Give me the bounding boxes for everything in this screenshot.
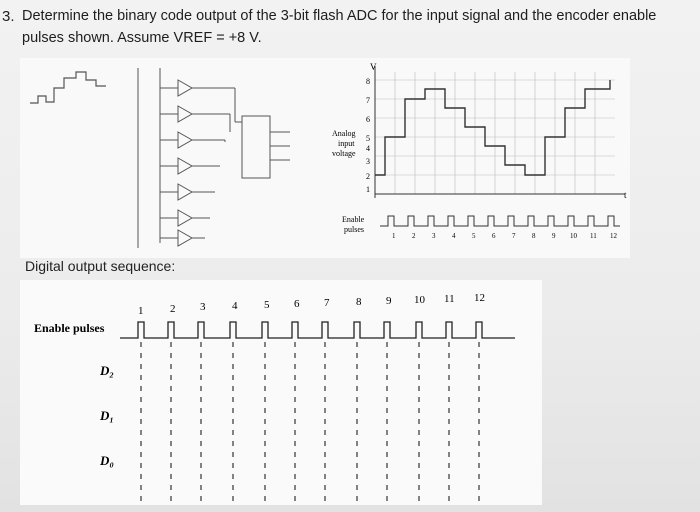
analog-label-3: voltage: [332, 149, 356, 158]
timing-guide-lines: [141, 342, 479, 502]
fig-pulse-11: 11: [590, 232, 597, 240]
row-d0-label: D₀: [100, 453, 114, 468]
row-d1-label: D₁: [100, 408, 114, 423]
out-pulse-12: 12: [474, 292, 485, 304]
out-pulse-9: 9: [386, 295, 392, 307]
input-signal-sketch: [30, 72, 106, 103]
out-pulse-11: 11: [444, 293, 455, 305]
out-pulse-7: 7: [324, 297, 330, 309]
fig-pulse-9: 9: [552, 232, 556, 240]
question-text-line2: pulses shown. Assume VREF = +8 V.: [22, 30, 262, 46]
fig-pulse-3: 3: [432, 232, 436, 240]
out-pulse-1: 1: [138, 305, 144, 317]
fig-pulse-8: 8: [532, 232, 536, 240]
analog-input-graph: [332, 62, 627, 240]
out-pulse-5: 5: [264, 299, 270, 311]
output-enable-pulses: [120, 322, 515, 338]
fig-pulse-6: 6: [492, 232, 496, 240]
figure-enable-pulses: [380, 216, 620, 226]
output-timing-diagram: [20, 280, 542, 505]
graph-v-label: V: [370, 62, 377, 72]
y-tick-1: 1: [366, 185, 370, 194]
analog-label-2: input: [338, 139, 355, 148]
output-timing-svg: [20, 280, 542, 505]
out-pulse-2: 2: [170, 303, 176, 315]
y-tick-7: 7: [366, 96, 370, 105]
graph-t-label: t: [624, 190, 627, 200]
out-pulse-3: 3: [200, 301, 206, 313]
fig-pulse-10: 10: [570, 232, 577, 240]
out-pulse-10: 10: [414, 294, 425, 306]
fig-pulse-4: 4: [452, 232, 456, 240]
y-tick-3: 3: [366, 157, 370, 166]
y-tick-4: 4: [366, 144, 370, 153]
fig-pulse-7: 7: [512, 232, 516, 240]
enable-label-1: Enable: [342, 215, 365, 224]
question-number: 3.: [2, 8, 15, 25]
fig-pulse-1: 1: [392, 232, 396, 240]
enable-label-2: pulses: [344, 225, 364, 234]
digital-output-heading: Digital output sequence:: [25, 258, 176, 274]
enable-pulses-label: Enable pulses: [34, 321, 105, 335]
out-pulse-8: 8: [356, 296, 362, 308]
out-pulse-4: 4: [232, 300, 238, 312]
y-tick-8: 8: [366, 77, 370, 86]
question-text-line1: Determine the binary code output of the 3-bit flash ADC for the input signal and the encoder enable: [22, 8, 657, 24]
row-d2-label: D₂: [100, 363, 114, 378]
analog-label-1: Analog: [332, 129, 356, 138]
y-tick-6: 6: [366, 115, 370, 124]
out-pulse-6: 6: [294, 298, 300, 310]
fig-pulse-2: 2: [412, 232, 416, 240]
adc-figure-svg: [20, 58, 630, 258]
y-tick-5: 5: [366, 134, 370, 143]
y-tick-2: 2: [366, 172, 370, 181]
adc-figure: [20, 58, 630, 258]
fig-pulse-12: 12: [610, 232, 617, 240]
comparator-bank: [138, 68, 290, 248]
fig-pulse-5: 5: [472, 232, 476, 240]
